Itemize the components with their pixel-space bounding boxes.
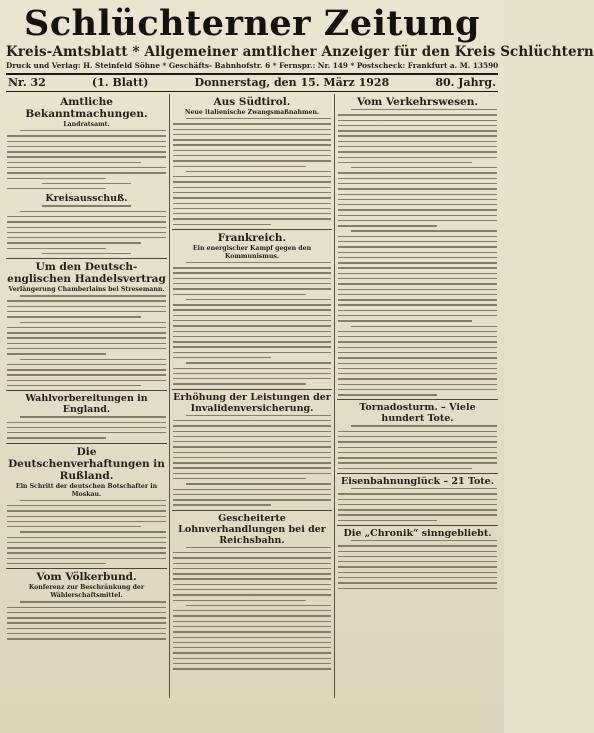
heading-invalidenversicherung: Erhöhung der Leistungen der Invalidenversicherung. <box>173 391 331 414</box>
article-handelsvertrag-body <box>6 295 167 386</box>
dateline <box>6 75 498 90</box>
article-kreisausschuss-body <box>6 205 167 254</box>
masthead-subtitle: Kreis-Amtsblatt * Allgemeiner amtlicher Anzeiger für den Kreis Schlüchtern <box>6 44 594 60</box>
heading-voelkerbund: Vom Völkerbund. <box>36 571 137 584</box>
heading-kreisausschuss: Kreisausschuß. <box>45 193 128 205</box>
sheet-label: (1. Blatt) <box>91 76 149 89</box>
article-chronik-body <box>337 540 498 589</box>
divider <box>6 258 167 259</box>
heading-chronik: Die „Chronik“ sinngebliebt. <box>343 527 492 539</box>
subheading-deutschenverhaftungen: Ein Schritt der deutschen Botschafter in Moskau. <box>15 482 158 498</box>
issue-year: 80. Jahrg. <box>435 76 496 89</box>
heading-suedtirol: Aus Südtirol. <box>213 96 291 108</box>
article-suedtirol-body <box>172 118 332 225</box>
subheading-handelsvertrag: Verlängerung Chamberlains bei Stresemann. <box>8 286 165 294</box>
dateline-rule <box>6 91 498 92</box>
heading-wahlvorbereitungen: Wahlvorbereitungen in England. <box>25 393 148 416</box>
heading-lohnverhandlungen: Gescheiterte Lohnverhandlungen bei der Reichsbahn. <box>178 512 326 546</box>
divider <box>6 390 167 391</box>
issue-number: Nr. 32 <box>8 76 46 89</box>
column-left <box>6 94 167 698</box>
divider <box>172 389 332 390</box>
article-eisenbahnunglueck-body <box>337 488 498 521</box>
divider <box>172 510 332 511</box>
heading-eisenbahnunglueck: Eisenbahnunglück – 21 Tote. <box>340 476 495 487</box>
masthead-title: Schlüchterner Zeitung <box>24 3 480 44</box>
article-invalidenversicherung-body <box>172 415 332 506</box>
heading-verkehrswesen: Vom Verkehrswesen. <box>357 96 478 108</box>
divider <box>337 473 498 474</box>
subheading-frankreich: Ein energischer Kampf gegen den Kommunismus. <box>192 244 312 260</box>
heading-handelsvertrag: Um den Deutsch-englischen Handelsvertrag <box>7 261 166 286</box>
article-deutschenverhaftungen-body <box>6 500 167 565</box>
divider <box>6 443 167 444</box>
masthead-imprint: Druck und Verlag: H. Steinfeld Söhne * Geschäfts- Bahnhofstr. 6 * Fernspr.: Nr. 149 * Postscheck: Frankfurt a. M. 13590 <box>6 61 499 70</box>
article-frankreich-body <box>172 262 332 385</box>
heading-frankreich: Frankreich. <box>217 231 287 244</box>
subheading-landratsamt: Landratsamt. <box>63 121 110 128</box>
divider <box>337 525 498 526</box>
heading-amtliche: Amtliche Bekanntmachungen. <box>25 96 148 120</box>
column-right <box>337 94 498 698</box>
column-middle <box>172 94 332 698</box>
divider <box>172 229 332 230</box>
article-voelkerbund-body <box>6 601 167 639</box>
article-wahlvorbereitungen-body <box>6 416 167 439</box>
article-tornadosturm-body <box>337 425 498 469</box>
heading-deutschenverhaftungen: Die Deutschenverhaftungen in Rußland. <box>8 445 165 482</box>
issue-date: Donnerstag, den 15. März 1928 <box>194 76 390 89</box>
divider <box>6 568 167 569</box>
article-columns <box>6 94 498 698</box>
article-verkehrswesen-body <box>337 109 498 396</box>
article-lohnverhandlungen-body <box>172 547 332 670</box>
article-amtliche-body <box>6 130 167 189</box>
heading-tornadosturm: Tornadosturm. – Viele hundert Tote. <box>359 402 476 425</box>
divider <box>337 399 498 400</box>
subheading-voelkerbund: Konferenz zur Beschränkung der Wählerschaftsmittel. <box>28 584 145 600</box>
subheading-suedtirol: Neue italienische Zwangsmaßnahmen. <box>184 109 320 116</box>
